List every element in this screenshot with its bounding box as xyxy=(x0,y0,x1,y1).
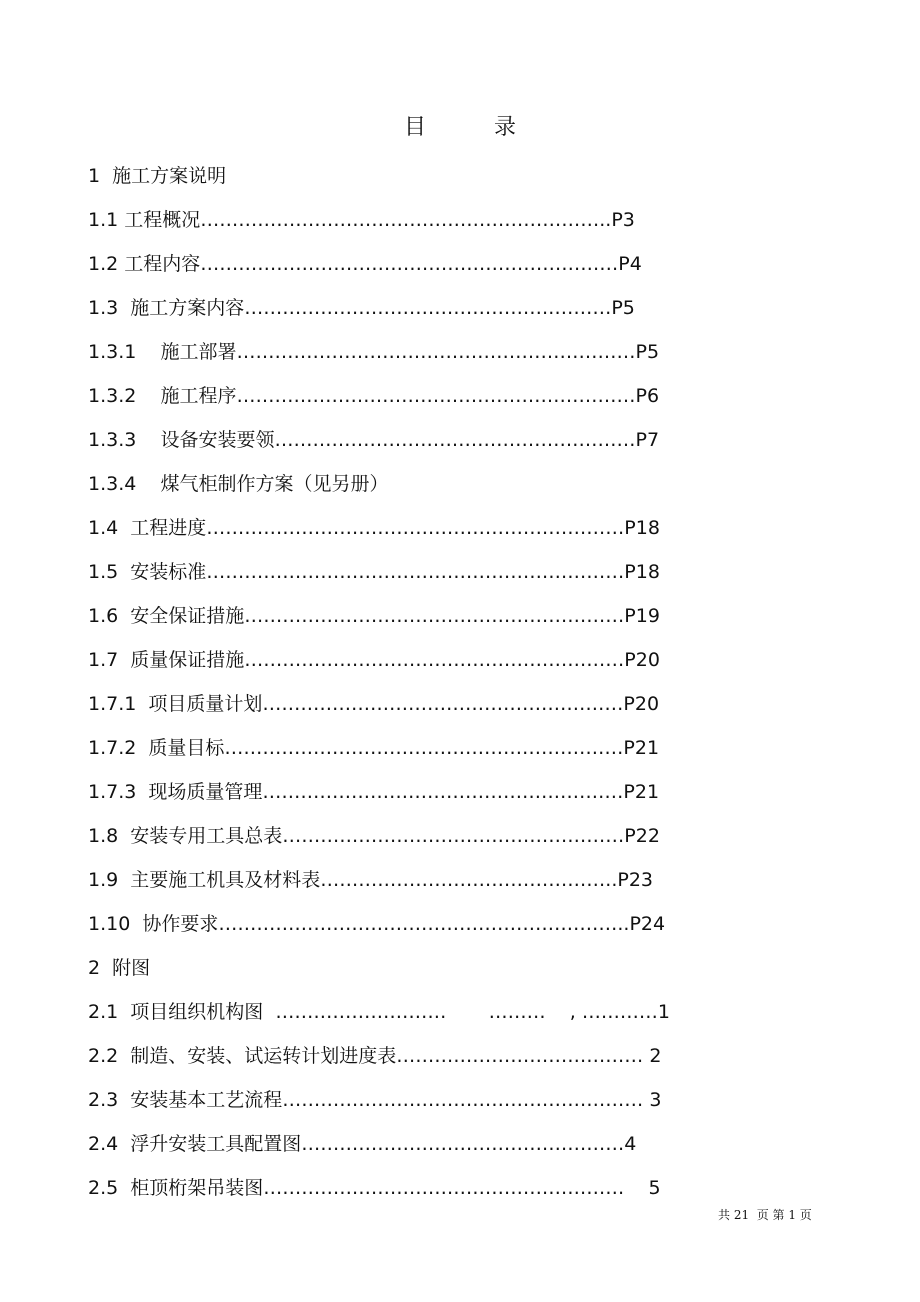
toc-entry-1-2: 1.2 工程内容…………………………………………………………P4 xyxy=(88,253,642,275)
toc-entry-2-5: 2.5 柜顶桁架吊装图………………………………………………… 5 xyxy=(88,1177,661,1199)
toc-entry-1-7: 1.7 质量保证措施……………………………………………………P20 xyxy=(88,649,660,671)
toc-entry-1-1: 1.1 工程概况………………………………………………………..P3 xyxy=(88,209,635,231)
toc-entry-1-3-1: 1.3.1 施工部署………………………………………………………P5 xyxy=(88,341,660,363)
toc-entry-2: 2 附图 xyxy=(88,957,151,979)
toc-entry-2-4: 2.4 浮升安装工具配置图……………………………………………4 xyxy=(88,1133,637,1155)
toc-entry-1-3-4: 1.3.4 煤气柜制作方案（见另册） xyxy=(88,473,389,495)
table-of-contents xyxy=(88,158,788,1214)
toc-entry-1-3-3: 1.3.3 设备安装要领…………………………………………………P7 xyxy=(88,429,660,451)
toc-entry-1-8: 1.8 安装专用工具总表………………………………………………P22 xyxy=(88,825,660,847)
toc-entry-1: 1 施工方案说明 xyxy=(88,165,227,187)
page-title: 目录 xyxy=(403,115,584,140)
toc-entry-1-10: 1.10 协作要求………………………………………………………..P24 xyxy=(88,913,666,935)
toc-entry-1-7-1: 1.7.1 项目质量计划…………………………………………………P20 xyxy=(88,693,660,715)
toc-entry-1-3-2: 1.3.2 施工程序………………………………………………………P6 xyxy=(88,385,660,407)
toc-entry-1-7-3: 1.7.3 现场质量管理…………………………………………………P21 xyxy=(88,781,660,803)
toc-entry-1-5: 1.5 安装标准…………………………………………………………P18 xyxy=(88,561,660,583)
toc-entry-1-6: 1.6 安全保证措施……………………………………………………P19 xyxy=(88,605,660,627)
toc-entry-1-3: 1.3 施工方案内容………………………………………….………P5 xyxy=(88,297,635,319)
page-footer: 共 21 页 第 1 页 xyxy=(718,1208,812,1222)
toc-entry-1-9: 1.9 主要施工机具及材料表………………………………………..P23 xyxy=(88,869,654,891)
toc-entry-1-4: 1.4 工程进度…………………………………………………………P18 xyxy=(88,517,660,539)
toc-entry-2-1: 2.1 项目组织机构图 ……………………… ……… , …………1 xyxy=(88,1001,670,1023)
toc-entry-2-3: 2.3 安装基本工艺流程………………………………………………… 3 xyxy=(88,1089,662,1111)
toc-entry-2-2: 2.2 制造、安装、试运转计划进度表………………………………… 2 xyxy=(88,1045,662,1067)
toc-entry-1-7-2: 1.7.2 质量目标………………………………………………………P21 xyxy=(88,737,660,759)
